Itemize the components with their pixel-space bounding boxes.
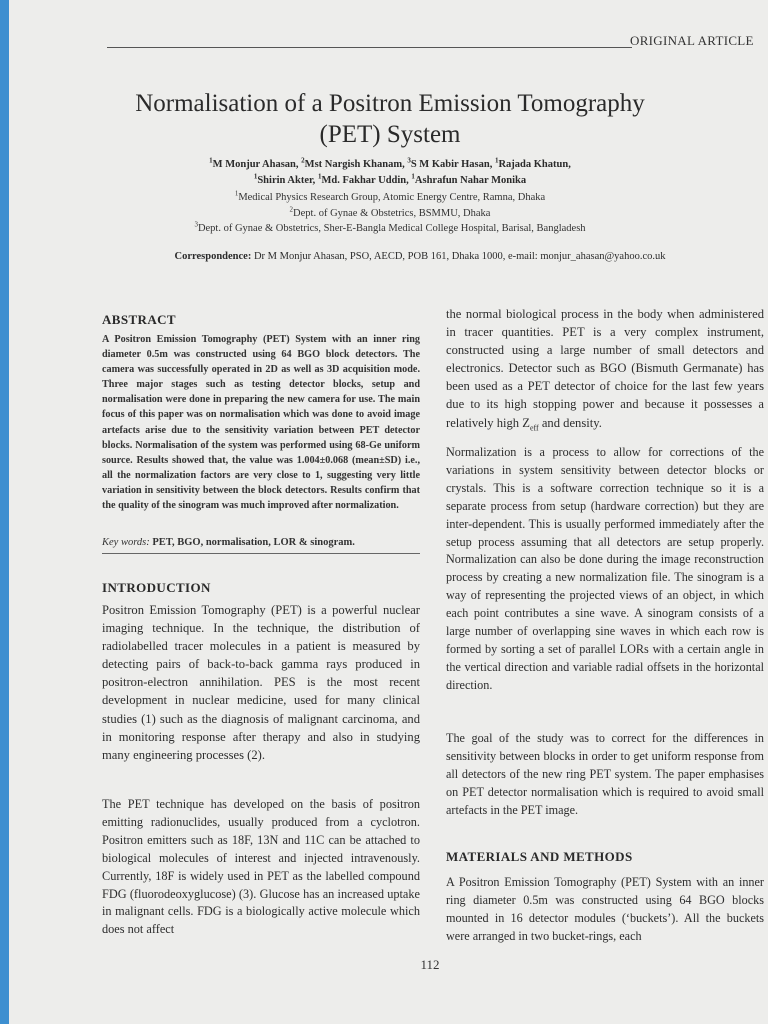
article-type-label: ORIGINAL ARTICLE: [630, 33, 754, 48]
correspondence-line: [110, 251, 730, 262]
methods-paragraph: A Positron Emission Tomography (PET) System with an inner ring diameter 0.5m was constructed using 64 BGO blocks mounted in 16 detector modules (‘buckets’). All the buckets were arranged in two bucket-rings, each: [446, 875, 764, 943]
author-name: Md. Fakhar Uddin,: [321, 175, 412, 186]
goal-paragraph: The goal of the study was to correct for the differences in sensitivity between blocks in order to get uniform response from all detectors of the new ring PET system. The paper emphasises on PET detector normalisation which is required to avoid small artefacts in the PET image.: [446, 731, 764, 817]
affiliation-list: [110, 190, 670, 237]
affiliation-text: Medical Physics Research Group, Atomic Energy Centre, Ramna, Dhaka: [238, 192, 546, 203]
affiliation-2: [110, 206, 670, 222]
author-line-1: [110, 157, 670, 173]
author-list: [110, 157, 670, 189]
abstract-heading: ABSTRACT: [102, 312, 176, 327]
correspondence-text: Dr M Monjur Ahasan, PSO, AECD, POB 161, Dhaka 1000, e-mail: monjur_ahasan@yahoo.co.uk: [251, 251, 666, 262]
affiliation-text: Dept. of Gynae & Obstetrics, BSMMU, Dhaka: [293, 207, 491, 219]
author-affil-mark: 2: [301, 156, 305, 165]
author-name: M Monjur Ahasan,: [212, 159, 302, 170]
methods-heading: MATERIALS AND METHODS: [446, 849, 633, 864]
affiliation-text: Dept. of Gynae & Obstetrics, Sher-E-Bangla Medical College Hospital, Barisal, Bangladesh: [197, 223, 586, 234]
body-paragraph-continued: [446, 305, 764, 432]
author-affil-mark: 1: [411, 172, 415, 181]
normalization-paragraph: Normalization is a process to allow for corrections of the variations in system sensitivity between detector blocks or crystals. This is a software correction technique so it is a separate process from setup (hardware correction) but they are inter-dependent. This is usually performed immediately after the setup process assuming that all detectors are setup properly. Normalization can also be done during the image reconstruction process by creating a new normalization file. The sinogram is a way of representing the projected views of an object, in which each point contributes a sine wave. A sinogram consists of a large number of overlapping sine waves in which each row is formed by sorting a set of parallel LORs with a certain angle in the vertical direction and variable radial offsets in the horizontal direction.: [446, 445, 764, 692]
introduction-heading: INTRODUCTION: [102, 580, 211, 595]
introduction-paragraph-2: The PET technique has developed on the basis of positron emitting radionuclides, usually produced from a cyclotron. Positron emitters such as 18F, 13N and 11C can be attached to biological molecules of interest and injected intravenously. Currently, 18F is widely used in PET as the labelled compound FDG (fluorodeoxyglucose) (3). Glucose has an increased uptake in malignant cells. FDG is a biologically active molecule which does not affect: [102, 797, 420, 937]
affiliation-3: [110, 221, 670, 237]
keywords-text: PET, BGO, normalisation, LOR & sinogram.: [149, 537, 355, 548]
header-rule: [107, 47, 632, 48]
author-affil-mark: 1: [317, 172, 322, 181]
abstract-body: A Positron Emission Tomography (PET) System with an inner ring diameter 0.5m was constructed using 64 BGO block detectors. The camera was successfully operated in 2D as well as 3D acquisition mode. Three major stages such as testing detector blocks, setup and normalisation were done in preparing the new camera for use. The main focus of this paper was on normalisation which was done to avoid image artefacts arise due to the sensitivity variation between PET detector blocks. Normalisation of the system was performed using 68-Ge uniform source. Results showed that, the value was 1.004±0.068 (mean±SD) i.e., all the normalization factors are very close to 1, suggesting very little variation in sensitivity between the block detectors. Results confirm that the quality of the sinogram was much improved after normalization.: [102, 334, 420, 512]
author-affil-mark: 1: [494, 156, 499, 165]
author-affil-mark: 1: [209, 156, 213, 165]
author-affil-mark: 1: [253, 172, 258, 181]
affiliation-mark: 1: [234, 189, 239, 198]
introduction-paragraph-1: Positron Emission Tomography (PET) is a powerful nuclear imaging technique. In the technique, the distribution of radiolabelled tracer molecules in a patient is measured by detecting pairs of back-to-back gamma rays produced in positron-electron annihilation. PES is the most recent development in nuclear medicine, used for many clinical studies (1) such as the diagnosis of malignant carcinoma, and in monitoring response after therapy and also in studying many engineering processes (2).: [102, 603, 420, 762]
author-name: Ashrafun Nahar Monika: [414, 175, 527, 186]
article-title: [110, 88, 670, 150]
author-name: Rajada Khatun,: [498, 159, 571, 170]
paragraph-text: and density.: [538, 415, 602, 430]
correspondence-label: Correspondence:: [174, 251, 252, 262]
author-name: S M Kabir Hasan,: [410, 159, 495, 170]
subscript-eff: eff: [529, 423, 539, 433]
title-line-2: (PET) System: [319, 121, 461, 148]
page-edge-strip: [0, 0, 9, 1024]
author-name: Shirin Akter,: [257, 175, 318, 186]
keywords-line: [102, 537, 420, 548]
keywords-label: Key words:: [102, 537, 150, 548]
author-name: Mst Nargish Khanam,: [304, 159, 408, 170]
paragraph-text: the normal biological process in the body when administered in tracer quantities. PET is a very complex instrument, constructed using a large number of small detectors and electronics. Detector such as BGO (Bismuth Germanate) has been used as a PET detector of choice for the last few years due to its high stopping power and because it possesses a relatively high Z: [446, 307, 764, 430]
author-affil-mark: 3: [407, 156, 411, 165]
page-number: 112: [420, 957, 440, 972]
abstract-divider: [102, 553, 420, 554]
affiliation-1: [110, 190, 670, 206]
title-line-1: Normalisation of a Positron Emission Tomography: [135, 90, 645, 117]
affiliation-mark: 3: [194, 220, 198, 229]
affiliation-mark: 2: [289, 205, 294, 213]
author-line-2: [110, 173, 670, 189]
